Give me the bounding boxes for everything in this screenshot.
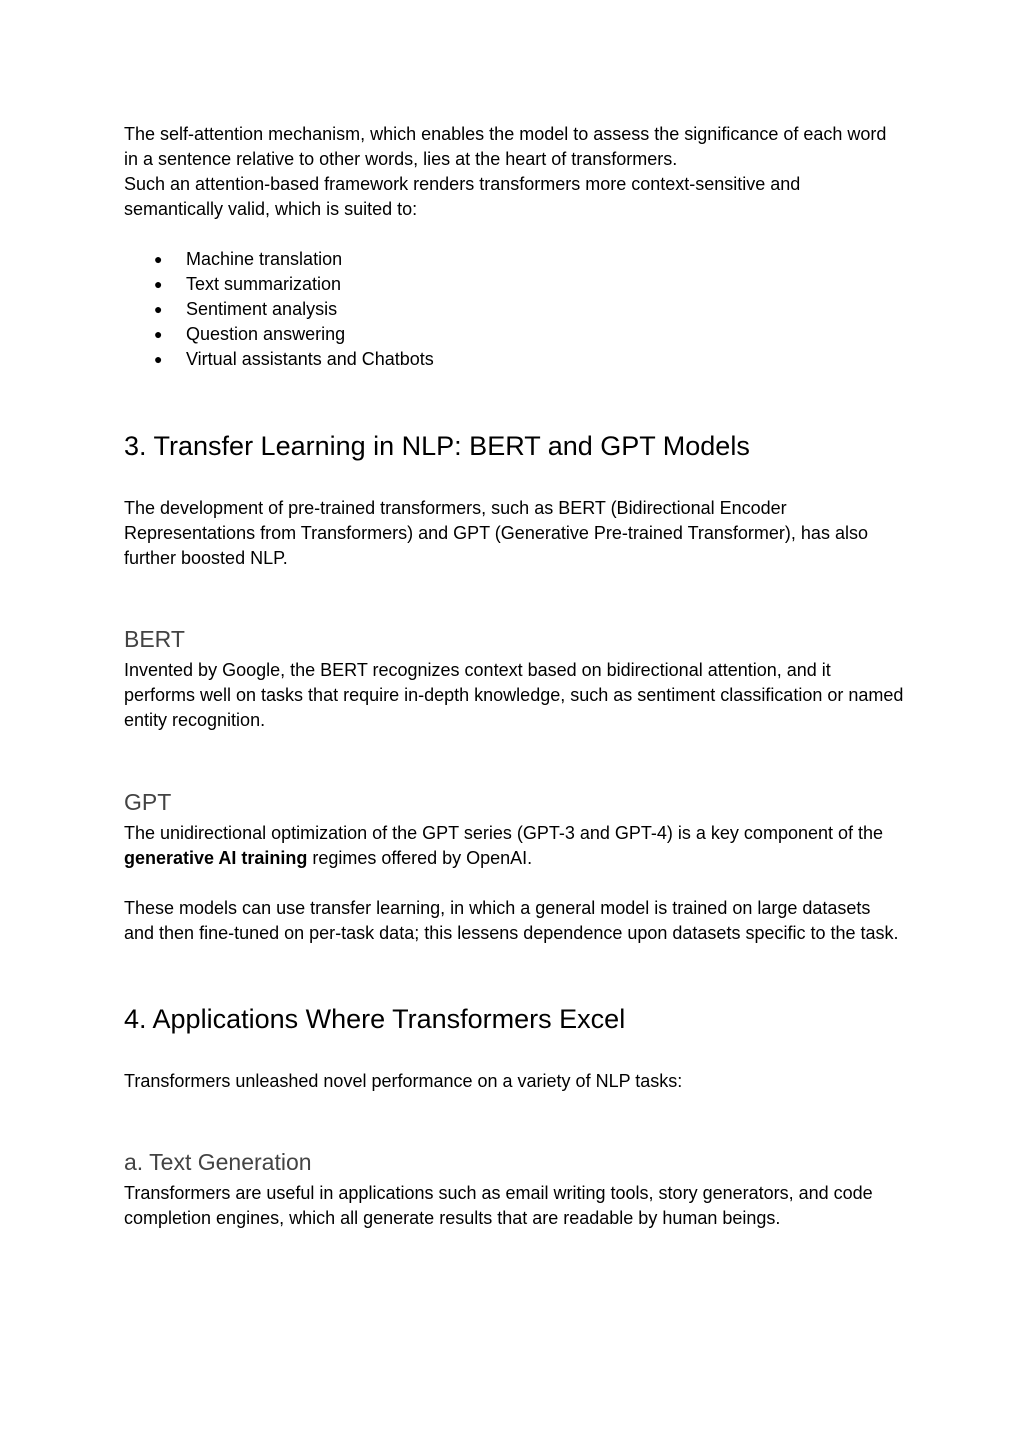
document-page xyxy=(124,122,904,1231)
use-case-list xyxy=(124,247,904,372)
bullet-icon: ● xyxy=(154,351,163,367)
text-generation-heading: a. Text Generation xyxy=(124,1149,312,1175)
bullet-icon: ● xyxy=(154,276,163,292)
gpt-paragraph-2: These models can use transfer learning, in which a general model is trained on large datasets and then fine-tuned on per-task data; this lessens dependence upon datasets specific to the task. xyxy=(124,898,899,943)
gpt-heading: GPT xyxy=(124,789,172,815)
list-item: ● Question answering xyxy=(124,322,904,347)
bullet-icon: ● xyxy=(154,251,163,267)
bert-heading: BERT xyxy=(124,626,185,652)
intro-paragraph-1: The self-attention mechanism, which enables the model to assess the significance of each word in a sentence relative to other words, lies at the heart of transformers. xyxy=(124,124,887,169)
list-item: ● Sentiment analysis xyxy=(124,297,904,322)
text-generation-paragraph: Transformers are useful in applications such as email writing tools, story generators, and code completion engines, which all generate results that are readable by human beings. xyxy=(124,1183,873,1228)
list-item: ● Virtual assistants and Chatbots xyxy=(124,347,904,372)
intro-paragraph-2: Such an attention-based framework renders transformers more context-sensitive and semantically valid, which is suited to: xyxy=(124,174,801,219)
list-item: ● Text summarization xyxy=(124,272,904,297)
bert-paragraph: Invented by Google, the BERT recognizes context based on bidirectional attention, and it performs well on tasks that require in-depth knowledge, such as sentiment classification or named entity recognition. xyxy=(124,660,904,730)
section-4-paragraph: Transformers unleashed novel performance on a variety of NLP tasks: xyxy=(124,1071,683,1091)
bold-term: generative AI training xyxy=(124,848,308,868)
section-3-paragraph: The development of pre-trained transformers, such as BERT (Bidirectional Encoder Representations from Transformers) and GPT (Generative Pre-trained Transformer), has also further boosted NLP. xyxy=(124,498,868,568)
gpt-paragraph: The unidirectional optimization of the GPT series (GPT-3 and GPT-4) is a key component of the generative AI training regimes offered by OpenAI. xyxy=(124,823,884,868)
bullet-icon: ● xyxy=(154,326,163,342)
list-item: ● Machine translation xyxy=(124,247,904,272)
bullet-icon: ● xyxy=(154,301,163,317)
section-3-heading: 3. Transfer Learning in NLP: BERT and GPT Models xyxy=(124,431,750,461)
section-4-heading: 4. Applications Where Transformers Excel xyxy=(124,1004,626,1034)
